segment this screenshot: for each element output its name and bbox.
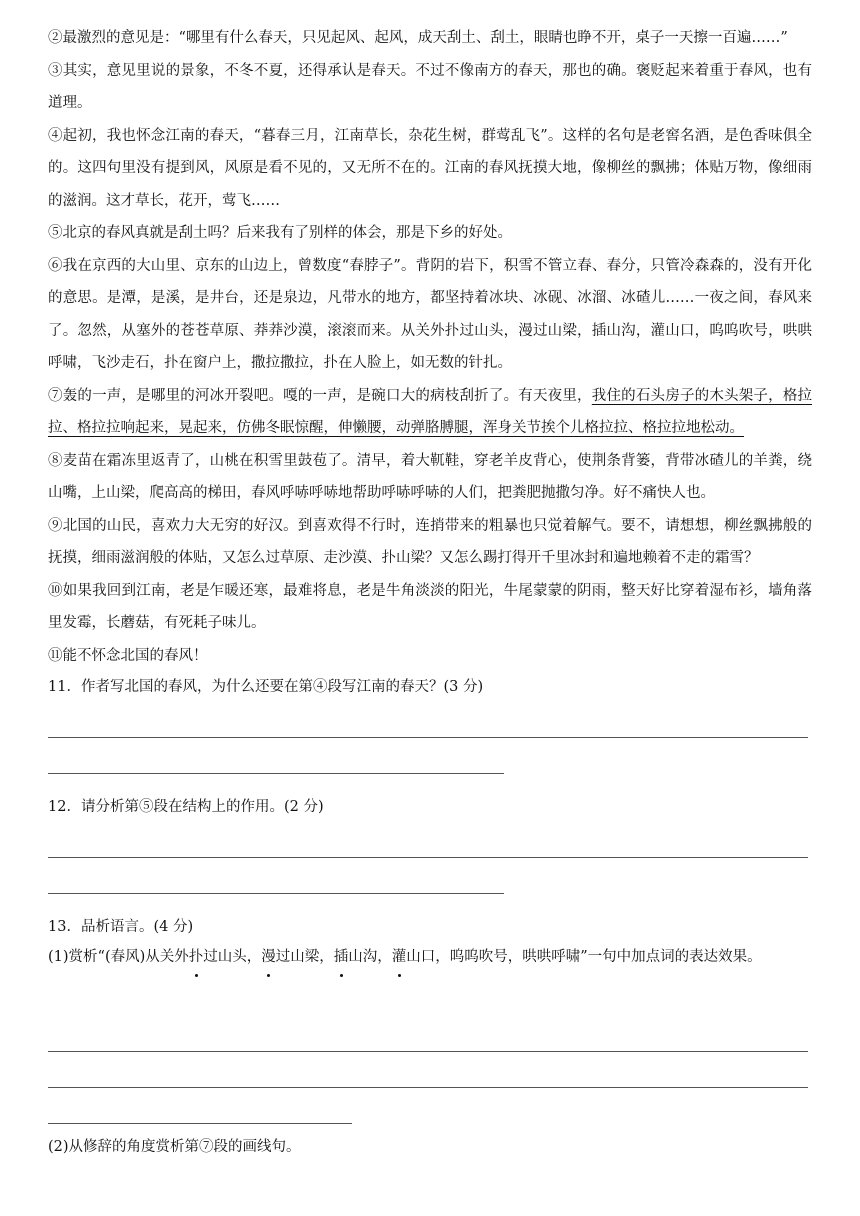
question-11 — [48, 672, 812, 774]
question-12-text: 12．请分析第⑤段在结构上的作用。(2 分) — [48, 799, 324, 815]
answer-line[interactable] — [48, 1088, 352, 1124]
reading-passage — [48, 22, 812, 672]
paragraph-7 — [48, 380, 812, 445]
spacer — [48, 774, 812, 792]
question-13-text: 13．品析语言。(4 分) — [48, 919, 194, 935]
dotted-word: 插 — [334, 942, 349, 972]
question-11-text: 11．作者写北国的春风，为什么还要在第④段写江南的春天？(3 分) — [48, 679, 484, 695]
question-12 — [48, 792, 812, 894]
paragraph-3: ③其实，意见里说的景象，不冬不夏，还得承认是春天。不过不像南方的春天，那也的确。褒贬起来着重于春风，也有道理。 — [48, 62, 812, 111]
q13-1-segment: 过山梁， — [275, 949, 334, 965]
answer-line[interactable] — [48, 822, 808, 858]
answer-line[interactable] — [48, 1016, 808, 1052]
paragraph-11: ⑪能不怀念北国的春风！ — [48, 647, 208, 664]
underlined-sentence: 我住的石头房子的木头架子，格拉拉、格拉拉响起来，晃起来，仿佛冬眠惊醒，伸懒腰，动弹胳膊腿，浑身关节挨个儿格拉拉、格拉拉地松动。 — [48, 387, 813, 436]
dotted-word: 漫 — [261, 942, 276, 972]
dotted-word: 扑 — [189, 942, 204, 972]
paragraph-8: ⑧麦苗在霜冻里返青了，山桃在积雪里鼓苞了。清早，着大靰鞋，穿老羊皮背心，使荆条背篓，背带冰碴儿的羊粪，绕山嘴，上山梁，爬高高的梯田，春风呼哧呼哧地帮助呼哧呼哧的人们，把粪肥抛撒匀净。好不痛快人也。 — [48, 452, 812, 501]
q13-1-segment: 山口，呜呜吹号，哄哄呼啸”一句中加点词的表达效果。 — [406, 949, 762, 965]
q13-1-segment: 山沟， — [348, 949, 392, 965]
q13-1-segment: (1)赏析“(春风)从关外 — [48, 949, 189, 965]
question-13 — [48, 912, 812, 1162]
answer-line[interactable] — [48, 1052, 808, 1088]
paragraph-2: ②最激烈的意见是：“哪里有什么春天，只见起风、起风，成天刮土、刮土，眼睛也睁不开，桌子一天擦一百遍……” — [48, 30, 788, 46]
paragraph-7-text: ⑦轰的一声，是哪里的河冰开裂吧。嘎的一声，是碗口大的病枝刮折了。有天夜里， — [48, 387, 592, 404]
spacer — [48, 894, 812, 912]
question-13-1-text — [48, 942, 812, 972]
answer-line[interactable] — [48, 738, 504, 774]
answer-line[interactable] — [48, 702, 808, 738]
paragraph-10: ⑩如果我回到江南，老是乍暖还寒，最难将息，老是牛角淡淡的阳光，牛尾蒙蒙的阴雨，整天好比穿着湿布衫，墙角落里发霉，长蘑菇，有死耗子味儿。 — [48, 582, 812, 631]
q13-1-segment: 过山头， — [203, 949, 262, 965]
paragraph-5: ⑤北京的春风真就是刮土吗？后来我有了别样的体会，那是下乡的好处。 — [48, 225, 512, 241]
spacer — [48, 972, 812, 1016]
dotted-word: 灌 — [392, 942, 407, 972]
paragraph-4: ④起初，我也怀念江南的春天，“暮春三月，江南草长，杂花生树，群莺乱飞”。这样的名句是老窖名酒，是色香味俱全的。这四句里没有提到风，风原是看不见的，又无所不在的。江南的春风抚摸大地，像柳丝的飘拂；体贴万物，像细雨的滋润。这才草长，花开，莺飞…… — [48, 127, 812, 209]
paragraph-9: ⑨北国的山民，喜欢力大无穷的好汉。到喜欢得不行时，连捎带来的粗暴也只觉着解气。要不，请想想，柳丝飘拂般的抚摸，细雨滋润般的体贴，又怎么过草原、走沙漠、扑山梁？又怎么踢打得开千里冰封和遍地赖着不走的霜雪？ — [48, 517, 812, 566]
paragraph-6: ⑥我在京西的大山里、京东的山边上，曾数度“春脖子”。背阴的岩下，积雪不管立春、春分，只管冷森森的，没有开化的意思。是潭，是溪，是井台，还是泉边，凡带水的地方，都坚持着冰块、冰砚、冰溜、冰碴儿……一夜之间，春风来了。忽然，从塞外的苍苍草原、莽莽沙漠，滚滚而来。从关外扑过山头，漫过山梁，插山沟，灌山口，呜呜吹号，哄哄呼啸，飞沙走石，扑在窗户上，撒拉撒拉，扑在人脸上，如无数的针扎。 — [48, 257, 812, 371]
answer-line[interactable] — [48, 858, 504, 894]
question-13-2-text: (2)从修辞的角度赏析第⑦段的画线句。 — [48, 1139, 301, 1155]
